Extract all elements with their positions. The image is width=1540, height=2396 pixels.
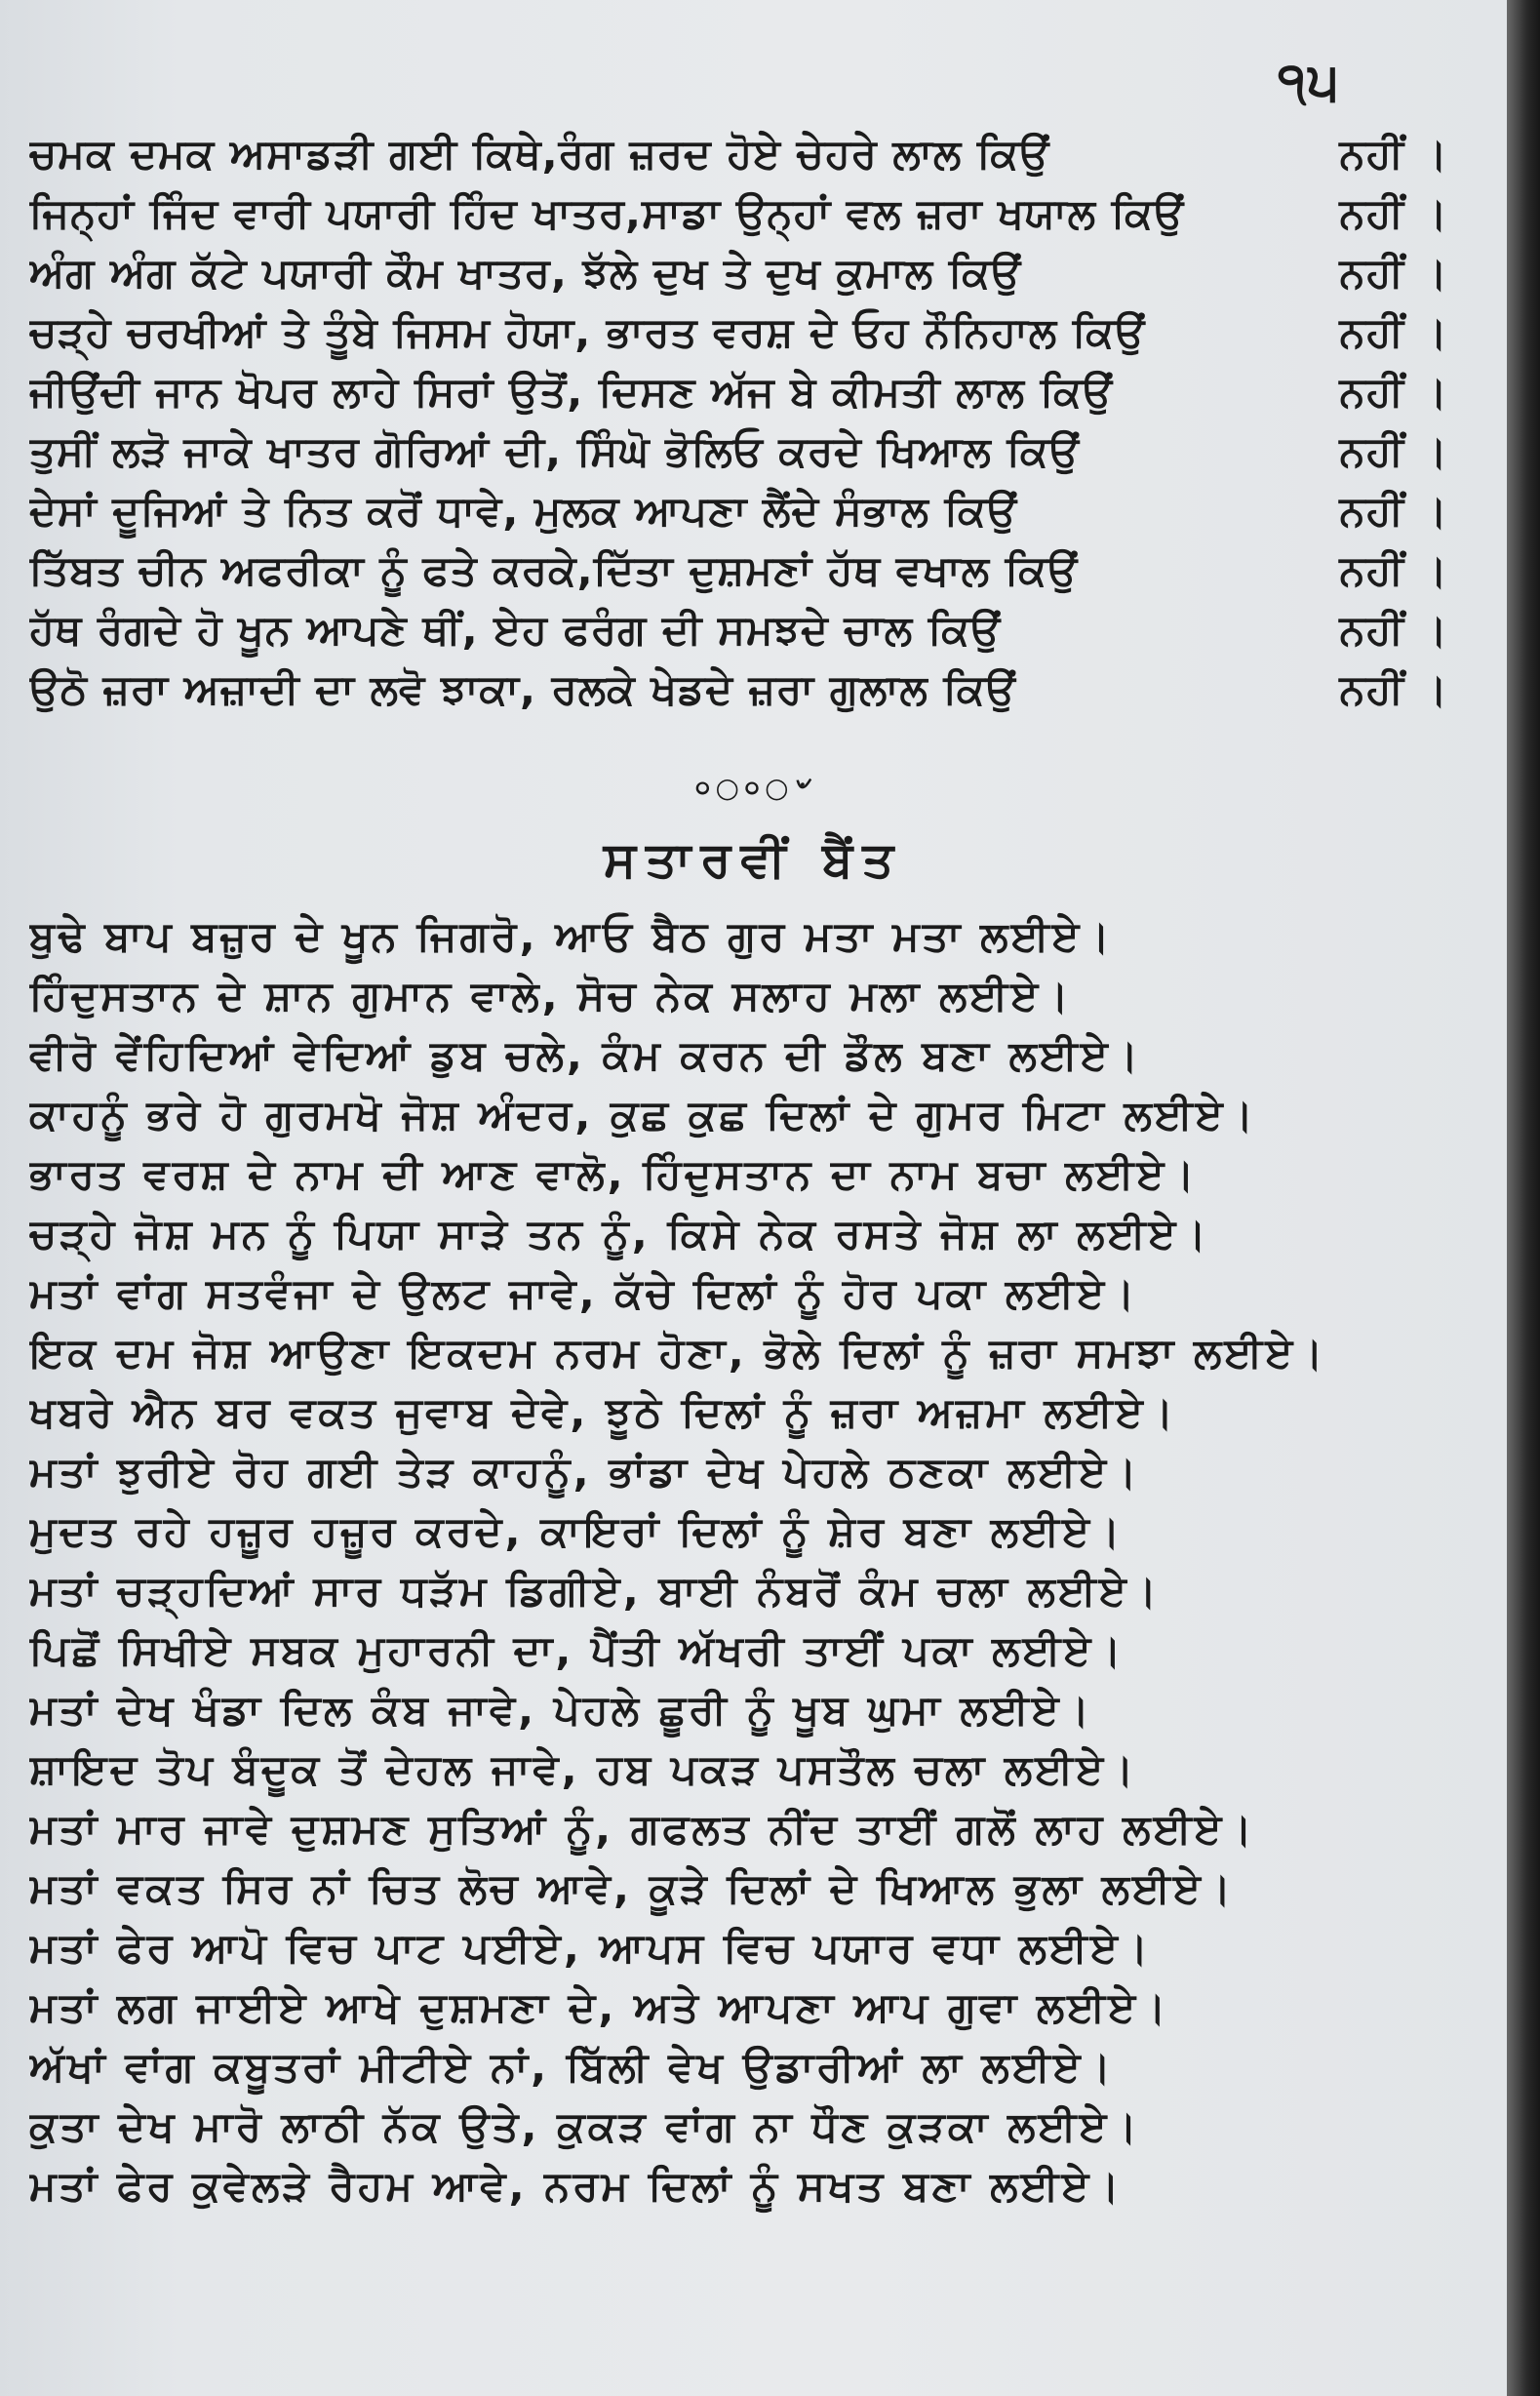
verse-line: ਪਿਛੋਂ ਸਿਖੀਏ ਸਬਕ ਮੁਹਾਰਨੀ ਦਾ, ਪੈਂਤੀ ਅੱਖਰੀ ਤਾਈਂ ਪਕਾ ਲਈਏ। xyxy=(29,1626,1125,1674)
verse-line: ਕੁਤਾ ਦੇਖ ਮਾਰੋ ਲਾਠੀ ਨੱਕ ਉਤੇ, ਕੁਕੜ ਵਾਂਗ ਨਾ ਧੌਣ ਕੁੜਕਾ ਲਈਏ। xyxy=(29,2102,1140,2150)
verse-line: ਵੀਰੋ ਵੇਂਹਿਦਿਆਂ ਵੇਦਿਆਂ ਡੁਬ ਚਲੇ, ਕੰਮ ਕਰਨ ਦੀ ਡੌਲ ਬਣਾ ਲਈਏ। xyxy=(29,1031,1142,1079)
page-number: ੧੫ xyxy=(1277,51,1341,112)
stanza-two xyxy=(29,907,1458,2216)
verse-line: ਸ਼ਾਇਦ ਤੋਪ ਬੰਦੂਕ ਤੋਂ ਦੇਹਲ ਜਾਵੇ, ਹਬ ਪਕੜ ਪਸਤੌਲ ਚਲਾ ਲਈਏ। xyxy=(29,1745,1137,1793)
verse-line: ਮਤਾਂ ਲਗ ਜਾਈਏ ਆਖੇ ਦੁਸ਼ਮਣਾ ਦੇ, ਅਤੇ ਆਪਣਾ ਆਪ ਗੁਵਾ ਲਈਏ। xyxy=(29,1983,1169,2031)
verse-line: ਮਤਾਂ ਦੇਖ ਖੰਡਾ ਦਿਲ ਕੰਬ ਜਾਵੇ, ਪੇਹਲੇ ਛੂਰੀ ਨੂੰ ਖੂਬ ਘੁਮਾ ਲਈਏ। xyxy=(29,1686,1093,1734)
verse-line: ਚਮਕ ਦਮਕ ਅਸਾਡੜੀ ਗਈ ਕਿਥੇ,ਰੰਗ ਜ਼ਰਦ ਹੋਏ ਚੇਹਰੇ ਲਾਲ ਕਿਉਂ ਨਹੀਂ । xyxy=(29,130,1448,178)
verse-line: ਜਿਨ੍ਹਾਂ ਜਿੰਦ ਵਾਰੀ ਪਯਾਰੀ ਹਿੰਦ ਖਾਤਰ,ਸਾਡਾ ਉਨ੍ਹਾਂ ਵਲ ਜ਼ਰਾ ਖਯਾਲ ਕਿਉਂ ਨਹੀਂ । xyxy=(29,189,1448,237)
section-heading: ਸਤਾਰਵੀਂ ਬੈਂਤ xyxy=(603,831,904,888)
verse-line: ਭਾਰਤ ਵਰਸ਼ ਦੇ ਨਾਮ ਦੀ ਆਣ ਵਾਲੋ, ਹਿੰਦੁਸਤਾਨ ਦਾ ਨਾਮ ਬਚਾ ਲਈਏ। xyxy=(29,1150,1198,1198)
verse-line: ਮਤਾਂ ਝੁਰੀਏ ਰੋਹ ਗਈ ਤੇੜ ਕਾਹਨੂੰ, ਭਾਂਡਾ ਦੇਖ ਪੇਹਲੇ ਠਣਕਾ ਲਈਏ। xyxy=(29,1448,1140,1496)
verse-line: ਖਬਰੇ ਐਨ ਬਰ ਵਕਤ ਜੁਵਾਬ ਦੇਵੇ, ਝੂਠੇ ਦਿਲਾਂ ਨੂੰ ਜ਼ਰਾ ਅਜ਼ਮਾ ਲਈਏ। xyxy=(29,1388,1177,1436)
verse-line: ਮਤਾਂ ਚੜ੍ਹਦਿਆਂ ਸਾਰ ਧੜੱਮ ਡਿਗੀਏ, ਬਾਈ ਨੰਬਰੋਂ ਕੰਮ ਚਲਾ ਲਈਏ। xyxy=(29,1567,1161,1615)
verse-line: ਉਠੋ ਜ਼ਰਾ ਅਜ਼ਾਦੀ ਦਾ ਲਵੋ ਝਾਕਾ, ਰਲਕੇ ਖੇਡਦੇ ਜ਼ਰਾ ਗੁਲਾਲ ਕਿਉਂ ਨਹੀਂ । xyxy=(29,665,1448,713)
verse-line: ਤਿੱਬਤ ਚੀਨ ਅਫਰੀਕਾ ਨੂੰ ਫਤੇ ਕਰਕੇ,ਦਿੱਤਾ ਦੁਸ਼ਮਣਾਂ ਹੱਥ ਵਖਾਲ ਕਿਉਂ ਨਹੀਂ । xyxy=(29,546,1448,594)
verse-line: ਅੱਖਾਂ ਵਾਂਗ ਕਬੂਤਰਾਂ ਮੀਟੀਏ ਨਾਂ, ਬਿੱਲੀ ਵੇਖ ਉਡਾਰੀਆਂ ਲਾ ਲਈਏ। xyxy=(29,2043,1115,2091)
verse-line: ਜੀਉਂਦੀ ਜਾਨ ਖੋਪਰ ਲਾਹੇ ਸਿਰਾਂ ਉਤੋਂ, ਦਿਸਣ ਅੱਜ ਬੇ ਕੀਮਤੀ ਲਾਲ ਕਿਉਂ ਨਹੀਂ । xyxy=(29,368,1448,416)
verse-line: ਮਤਾਂ ਵਾਂਗ ਸਤਵੰਜਾ ਦੇ ਉਲਟ ਜਾਵੇ, ਕੱਚੇ ਦਿਲਾਂ ਨੂੰ ਹੋਰ ਪਕਾ ਲਈਏ। xyxy=(29,1269,1138,1317)
verse-line: ਮਤਾਂ ਫੇਰ ਕੁਵੇਲੜੇ ਰੈਹਮ ਆਵੇ, ਨਰਮ ਦਿਲਾਂ ਨੂੰ ਸਖਤ ਬਣਾ ਲਈਏ। xyxy=(29,2162,1123,2210)
stanza-one xyxy=(29,125,1458,720)
verse-line: ਚੜ੍ਹੇ ਜੋਸ਼ ਮਨ ਨੂੰ ਪਿਯਾ ਸਾੜੇ ਤਨ ਨੂੰ, ਕਿਸੇ ਨੇਕ ਰਸਤੇ ਜੋਸ਼ ਲਾ ਲਈਏ। xyxy=(29,1210,1209,1258)
verse-line: ਮਤਾਂ ਫੇਰ ਆਪੋ ਵਿਚ ਪਾਟ ਪਈਏ, ਆਪਸ ਵਿਚ ਪਯਾਰ ਵਧਾ ਲਈਏ। xyxy=(29,1924,1152,1972)
verse-line: ਅੰਗ ਅੰਗ ਕੱਟੇ ਪਯਾਰੀ ਕੌਮ ਖਾਤਰ, ਝੱਲੇ ਦੁਖ ਤੇ ਦੁਖ ਕੁਮਾਲ ਕਿਉਂ ਨਹੀਂ । xyxy=(29,249,1448,297)
section-ornament: ০○০○৺ xyxy=(693,772,813,804)
verse-line: ਤੁਸੀਂ ਲੜੋ ਜਾਕੇ ਖਾਤਰ ਗੋਰਿਆਂ ਦੀ, ਸਿੰਘੋ ਭੋਲਿਓ ਕਰਦੇ ਖਿਆਲ ਕਿਉਂ ਨਹੀਂ । xyxy=(29,427,1448,475)
verse-line: ਹਿੰਦੁਸਤਾਨ ਦੇ ਸ਼ਾਨ ਗੁਮਾਨ ਵਾਲੇ, ਸੋਚ ਨੇਕ ਸਲਾਹ ਮਲਾ ਲਈਏ। xyxy=(29,972,1072,1019)
verse-line: ਮਤਾਂ ਵਕਤ ਸਿਰ ਨਾਂ ਚਿਤ ਲੋਚ ਆਵੇ, ਕੂੜੇ ਦਿਲਾਂ ਦੇ ਖਿਆਲ ਭੁਲਾ ਲਈਏ। xyxy=(29,1864,1235,1912)
verse-line: ਚੜ੍ਹੇ ਚਰਖੀਆਂ ਤੇ ਤੂੰਬੇ ਜਿਸਮ ਹੋਯਾ, ਭਾਰਤ ਵਰਸ਼ ਦੇ ਓਹ ਨੌਨਿਹਾਲ ਕਿਉਂ ਨਹੀਂ । xyxy=(29,308,1448,356)
verse-line: ਮਤਾਂ ਮਾਰ ਜਾਵੇ ਦੁਸ਼ਮਣ ਸੁਤਿਆਂ ਨੂੰ, ਗਫਲਤ ਨੀਂਦ ਤਾਈਂ ਗਲੋਂ ਲਾਹ ਲਈਏ। xyxy=(29,1805,1255,1853)
page-edge-shadow xyxy=(1507,0,1540,2396)
verse-line: ਦੇਸਾਂ ਦੂਜਿਆਂ ਤੇ ਨਿਤ ਕਰੋਂ ਧਾਵੇ, ਮੁਲਕ ਆਪਣਾ ਲੈਂਦੇ ਸੰਭਾਲ ਕਿਉਂ ਨਹੀਂ । xyxy=(29,487,1448,535)
verse-line: ਮੁਦਤ ਰਹੇ ਹਜ਼ੂਰ ਹਜ਼ੂਰ ਕਰਦੇ, ਕਾਇਰਾਂ ਦਿਲਾਂ ਨੂੰ ਸ਼ੇਰ ਬਣਾ ਲਈਏ। xyxy=(29,1507,1124,1555)
verse-line: ਬੁਢੇ ਬਾਪ ਬਜ਼ੁਰ ਦੇ ਖੂਨ ਜਿਗਰੋ, ਆਓ ਬੈਠ ਗੁਰ ਮਤਾ ਮਤਾ ਲਈਏ। xyxy=(29,912,1113,960)
verse-line: ਕਾਹਨੂੰ ਭਰੇ ਹੋ ਗੁਰਮਖੋ ਜੋਸ਼ ਅੰਦਰ, ਕੁਛ ਕੁਛ ਦਿਲਾਂ ਦੇ ਗੁਮਰ ਮਿਟਾ ਲਈਏ। xyxy=(29,1091,1257,1138)
verse-line: ਇਕ ਦਮ ਜੋਸ਼ ਆਉਣਾ ਇਕਦਮ ਨਰਮ ਹੋਣਾ, ਭੋਲੇ ਦਿਲਾਂ ਨੂੰ ਜ਼ਰਾ ਸਮਝਾ ਲਈਏ। xyxy=(29,1329,1326,1377)
verse-line: ਹੱਥ ਰੰਗਦੇ ਹੋ ਖੂਨ ਆਪਣੇ ਥੀਂ, ਏਹ ਫਰੰਗ ਦੀ ਸਮਝਦੇ ਚਾਲ ਕਿਉਂ ਨਹੀਂ । xyxy=(29,606,1448,654)
